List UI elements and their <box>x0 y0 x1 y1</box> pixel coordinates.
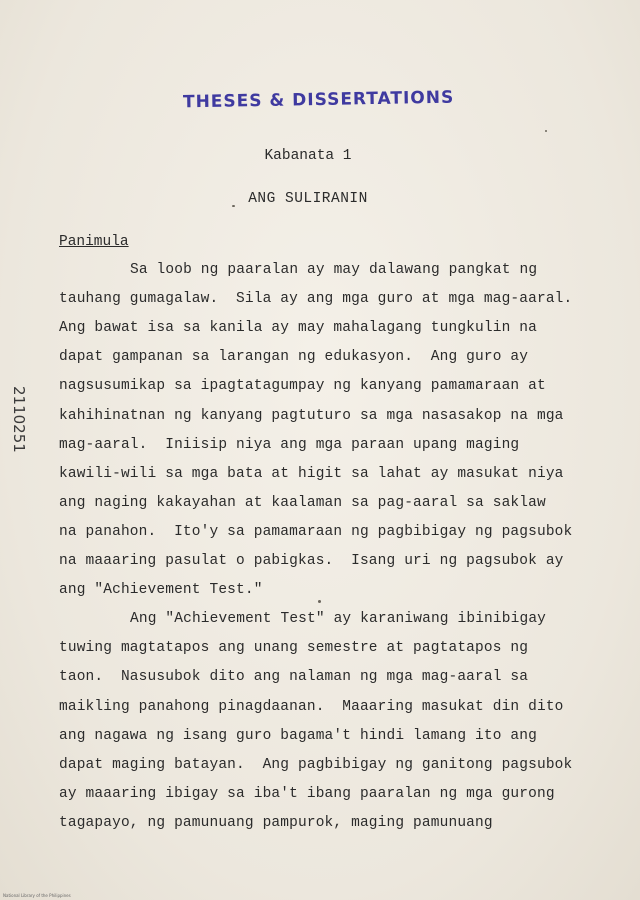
text-line: tauhang gumagalaw. Sila ay ang mga guro at mga mag-aaral. <box>59 291 573 308</box>
chapter-number: Kabanata 1 <box>264 148 352 164</box>
text-line: ang "Achievement Test." <box>59 582 263 599</box>
section-heading: Panimula <box>59 234 129 250</box>
theses-stamp: THESES & DISSERTATIONS <box>182 87 455 113</box>
chapter-title: ANG SULIRANIN <box>248 191 368 207</box>
text-line: dapat gampanan sa larangan ng edukasyon. Ang guro ay <box>59 349 529 366</box>
text-line: Ang bawat isa sa kanila ay may mahalagang tungkulin na <box>59 320 537 337</box>
speck <box>232 205 235 207</box>
text-line: kahihinatnan ng kanyang pagtuturo sa mga nasasakop na mga <box>59 407 564 424</box>
handwritten-call-number: 2110251 <box>10 386 28 453</box>
text-line: ay maaaring ibigay sa iba't ibang paaralan ng mga gurong <box>59 785 555 802</box>
text-line: taon. Nasusubok dito ang nalaman ng mga mag-aaral sa <box>59 669 529 686</box>
text-line: maikling panahong pinagdaanan. Maaaring masukat din dito <box>59 698 564 715</box>
speck <box>318 600 321 603</box>
text-line: kawili-wili sa mga bata at higit sa lahat ay masukat niya <box>59 465 564 482</box>
text-line: na panahon. Ito'y sa pamamaraan ng pagbibigay ng pagsubok <box>59 523 573 540</box>
text-line: tagapayo, ng pamunuang pampurok, maging pamunuang <box>59 814 493 831</box>
text-line: Ang "Achievement Test" ay karaniwang ibinibigay <box>130 611 547 628</box>
text-line: Sa loob ng paaralan ay may dalawang pangkat ng <box>130 262 538 278</box>
text-line: nagsusumikap sa ipagtatagumpay ng kanyang pamamaraan at <box>59 378 546 395</box>
text-line: dapat maging batayan. Ang pagbibigay ng ganitong pagsubok <box>59 756 573 773</box>
text-line: tuwing magtatapos ang unang semestre at pagtatapos ng <box>59 640 529 657</box>
footer-caption: National Library of the Philippines <box>3 893 71 898</box>
text-line: ang nagawa ng isang guro bagama't hindi lamang ito ang <box>59 727 537 744</box>
text-line: ang naging kakayahan at kaalaman sa pag-aaral sa saklaw <box>59 494 546 511</box>
speck <box>545 130 547 132</box>
text-line: na maaaring pasulat o pabigkas. Isang uri ng pagsubok ay <box>59 553 564 569</box>
text-line: mag-aaral. Iniisip niya ang mga paraan upang maging <box>59 436 520 453</box>
